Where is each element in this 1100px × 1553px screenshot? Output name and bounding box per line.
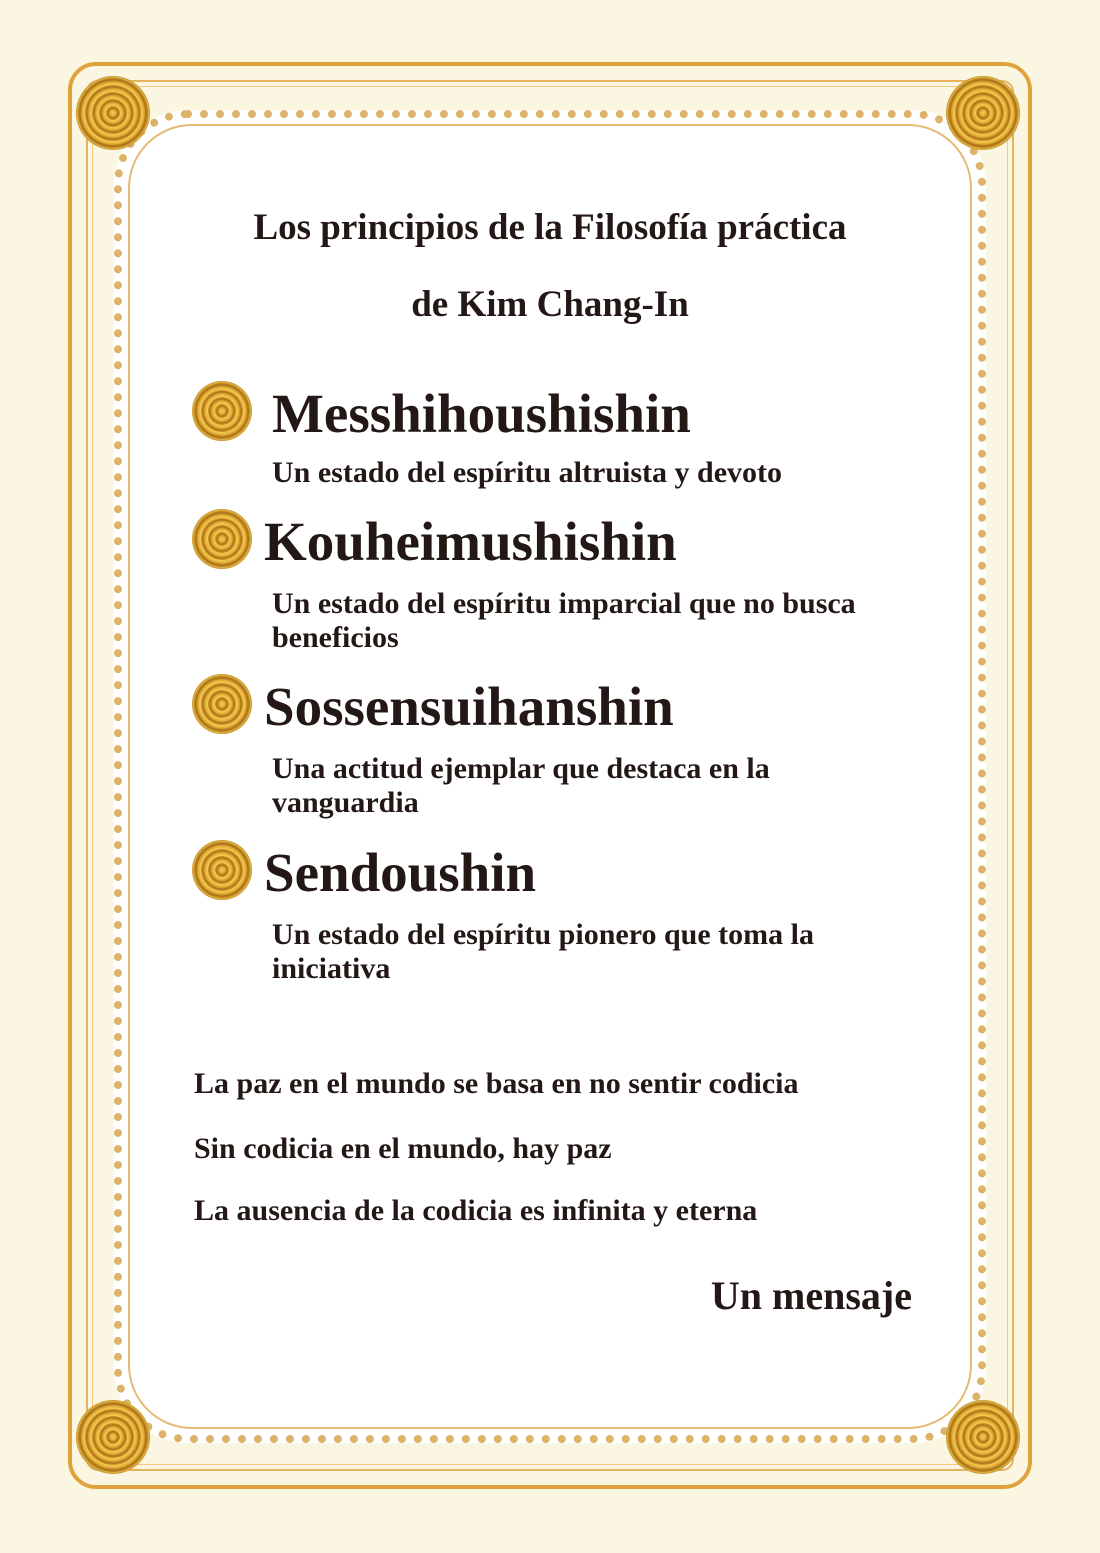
bullet-medallion-icon [192, 840, 252, 900]
quote-line: Sin codicia en el mundo, hay paz [194, 1132, 612, 1165]
signature: Un mensaje [710, 1273, 912, 1318]
page-subtitle: de Kim Chang-In [411, 284, 689, 325]
principle-description: Un estado del espíritu pionero que toma la iniciativa [272, 918, 814, 985]
quote-line: La paz en el mundo se basa en no sentir codicia [194, 1067, 799, 1100]
bullet-medallion-icon [192, 509, 252, 569]
corner-medallion-icon [946, 1400, 1020, 1474]
bullet-medallion-icon [192, 674, 252, 734]
corner-medallion-icon [76, 1400, 150, 1474]
quote-line: La ausencia de la codicia es infinita y eterna [194, 1194, 758, 1227]
principle-description: Una actitud ejemplar que destaca en la vanguardia [272, 752, 770, 819]
principle-description: Un estado del espíritu altruista y devoto [272, 456, 782, 489]
corner-medallion-icon [946, 76, 1020, 150]
principle-name: Sossensuihanshin [264, 676, 674, 737]
principle-description: Un estado del espíritu imparcial que no busca beneficios [272, 587, 856, 654]
principle-name: Kouheimushishin [264, 511, 677, 572]
page-title: Los principios de la Filosofía práctica [253, 207, 847, 248]
corner-medallion-icon [76, 76, 150, 150]
principle-name: Sendoushin [264, 842, 537, 903]
bullet-medallion-icon [192, 381, 252, 441]
principle-name: Messhihoushishin [272, 383, 691, 444]
